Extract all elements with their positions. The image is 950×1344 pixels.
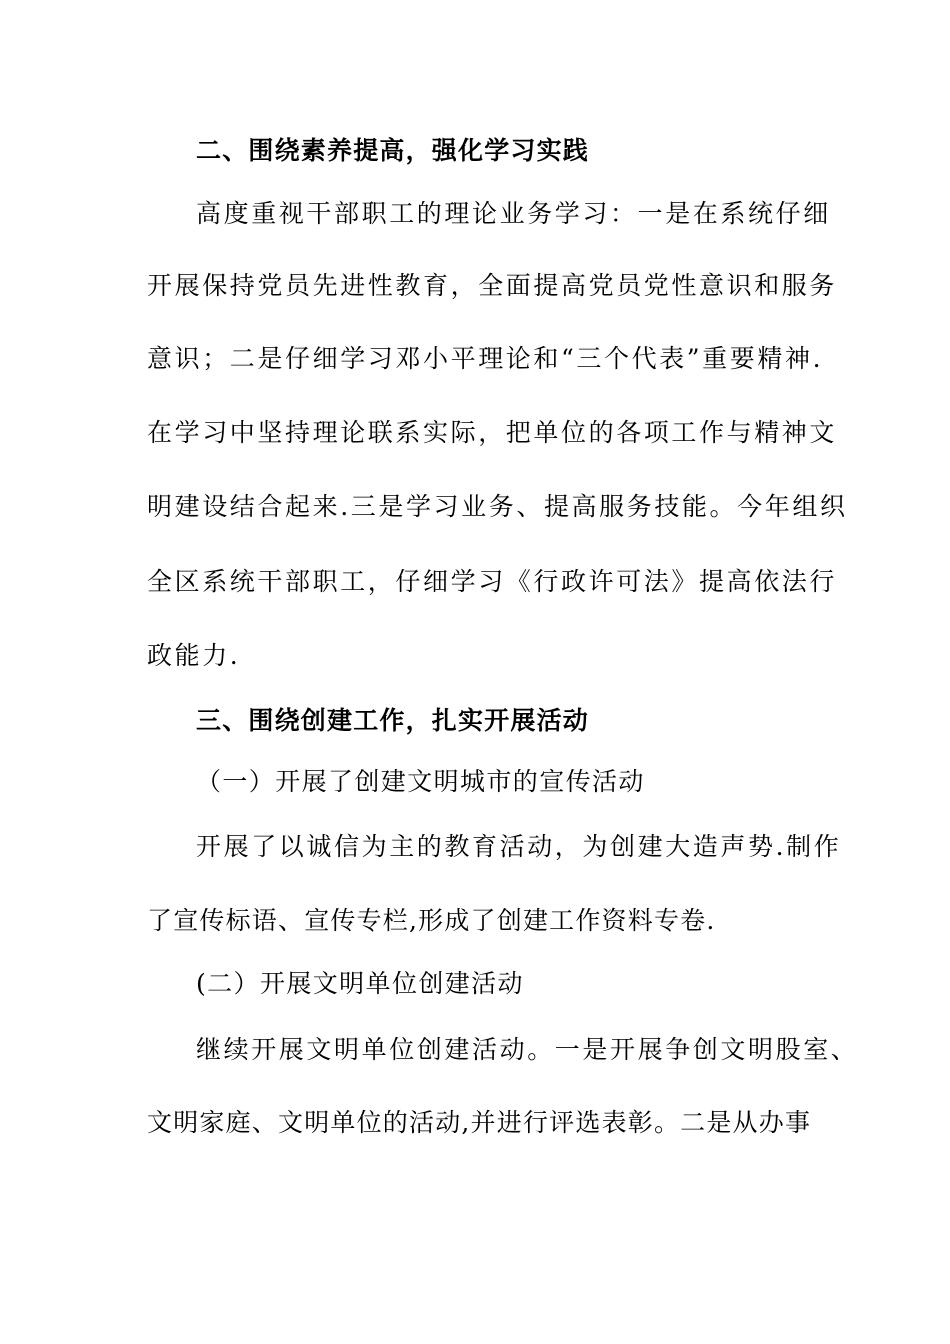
paragraph-line: 文明家庭、文明单位的活动,并进行评选表彰。二是从办事 xyxy=(147,1108,812,1137)
paragraph-line: 在学习中坚持理论联系实际，把单位的各项工作与精神文 xyxy=(147,418,838,447)
paragraph-line: 高度重视干部职工的理论业务学习：一是在系统仔细 xyxy=(196,199,831,228)
paragraph-line: 开展保持党员先进性教育，全面提高党员党性意识和服务 xyxy=(147,271,838,300)
paragraph-line: 政能力. xyxy=(147,641,241,670)
paragraph-line: 全区系统干部职工，仔细学习《行政许可法》提高依法行 xyxy=(147,567,838,596)
paragraph-line: 开展了以诚信为主的教育活动，为创建大造声势.制作 xyxy=(196,832,842,861)
paragraph-line: 意识；二是仔细学习邓小平理论和“三个代表”重要精神. xyxy=(147,344,824,373)
section-heading: 三、围绕创建工作，扎实开展活动 xyxy=(196,706,590,735)
subsection-title: （一）开展了创建文明城市的宣传活动 xyxy=(196,767,645,796)
paragraph-line: 继续开展文明单位创建活动。一是开展争创文明股室、 xyxy=(196,1035,859,1064)
paragraph-line: 了宣传标语、宣传专栏,形成了创建工作资料专卷. xyxy=(147,906,716,935)
section-heading: 二、围绕素养提高，强化学习实践 xyxy=(196,136,590,165)
subsection-title: (二）开展文明单位创建活动 xyxy=(196,969,524,998)
paragraph-line: 明建设结合起来.三是学习业务、提高服务技能。今年组织 xyxy=(147,492,848,521)
